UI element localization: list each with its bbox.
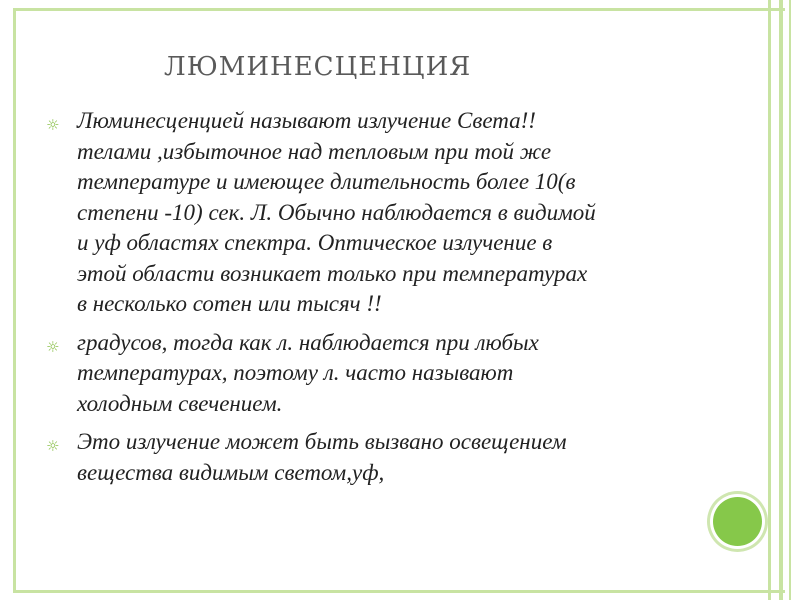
bullet-list bbox=[46, 106, 686, 496]
frame-right-line bbox=[779, 0, 783, 600]
frame-right-line bbox=[768, 0, 771, 600]
slide-title: ЛЮМИНЕСЦЕНЦИЯ bbox=[164, 52, 472, 82]
sun-icon: ☼ bbox=[46, 116, 60, 134]
bullet-item bbox=[46, 427, 686, 488]
frame-bottom-line bbox=[13, 590, 785, 593]
bullet-item bbox=[46, 328, 686, 420]
frame-right-line bbox=[789, 0, 791, 600]
frame-left-line bbox=[13, 8, 16, 593]
decorative-circle bbox=[713, 497, 762, 546]
bullet-text: Люминесценцией называют излучение Света!! телами ,избыточное над тепловым при той же температуре и имеющее длительность более 10(в степени -10) сек. Л. Обычно наблюдается в видимой и уф областях спектра. Оптическое излучение в этой области возникает только при температурах в несколько сотен или тысяч !! bbox=[77, 108, 596, 316]
frame-top-line bbox=[13, 8, 785, 11]
bullet-text: градусов, тогда как л. наблюдается при любых температурах, поэтому л. часто называют холодным свечением. bbox=[77, 329, 539, 416]
sun-icon: ☼ bbox=[46, 337, 60, 356]
sun-icon: ☼ bbox=[46, 437, 60, 455]
bullet-text: Это излучение может быть вызвано освещением вещества видимым светом,уф, bbox=[77, 429, 567, 485]
bullet-item bbox=[46, 106, 686, 320]
